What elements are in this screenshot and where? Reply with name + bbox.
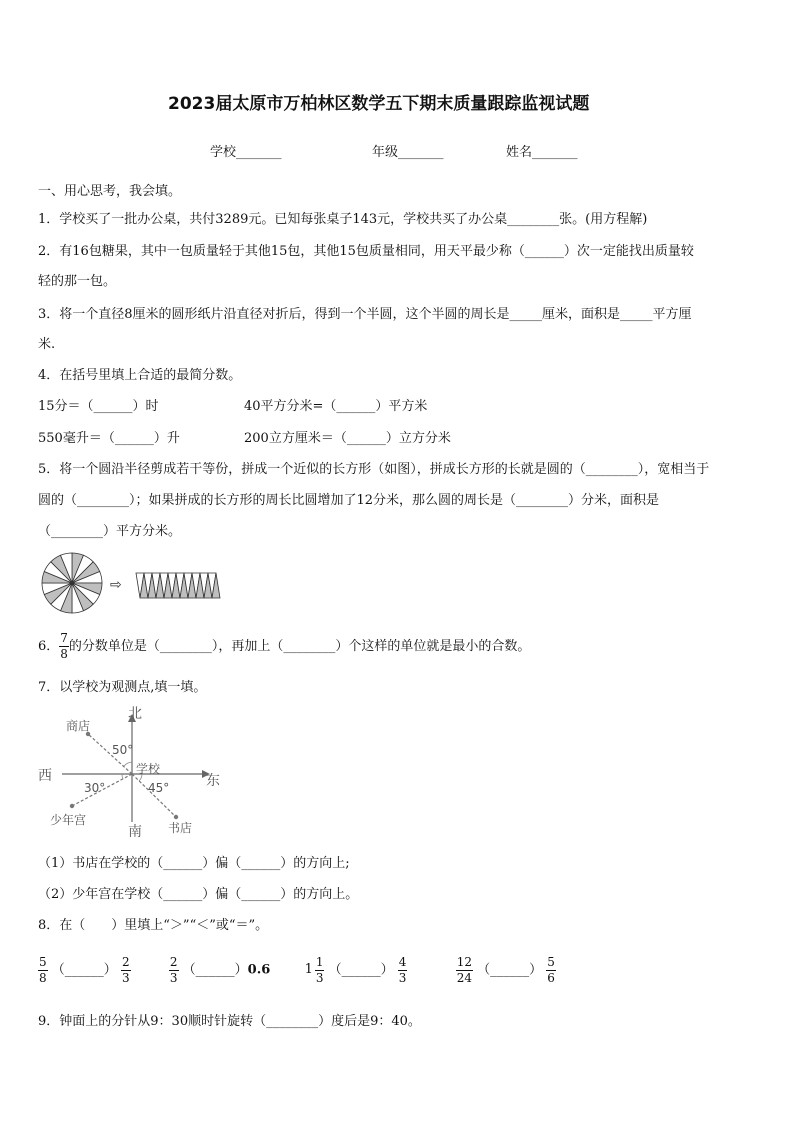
school-label: 学校: [136, 762, 161, 776]
fraction-b: $\frac{2}{3}$: [121, 954, 130, 985]
question-5-line-2: 圆的（________）；如果拼成的长方形的周长比圆增加了12分米，那么圆的周长是（________）分米，面积是: [38, 493, 660, 508]
question-7: 7．以学校为观测点,填一填。: [38, 680, 207, 695]
north-label: 北: [128, 706, 142, 722]
section-heading: 一、用心思考，我会填。: [38, 184, 182, 199]
q4-item-1: 15分＝（______）时: [38, 399, 159, 414]
question-1: 1．学校买了一批办公桌，共付3289元。已知每张桌子143元，学校共买了办公桌________张。(用方程解): [38, 212, 648, 227]
q4-item-3: 550毫升＝（______）升: [38, 431, 180, 446]
q7-sub-2: （2）少年宫在学校（______）偏（______）的方向上。: [38, 887, 359, 902]
school-field: 学校_______: [210, 145, 282, 160]
fraction-a: $\frac{5}{8}$: [39, 954, 47, 985]
question-8: 8．在（ ）里填上“＞”“＜”或“＝”。: [38, 918, 269, 933]
decimal-d: 0.6: [247, 962, 271, 978]
approx-rectangle: [136, 573, 220, 598]
q7-sub-1: （1）书店在学校的（______）偏（______）的方向上;: [38, 856, 350, 871]
arrow-icon: ⇨: [110, 577, 122, 593]
south-label: 南: [128, 824, 142, 840]
question-4: 4．在括号里填上合适的最简分数。: [38, 368, 242, 383]
bookstore-label: 书店: [168, 821, 193, 835]
divided-circle: [42, 553, 102, 613]
youth-palace-label: 少年宫: [50, 813, 87, 827]
angle-50-label: 50°: [112, 743, 134, 757]
question-2-line-1: 2．有16包糖果，其中一包质量轻于其他15包，其他15包质量相同，用天平最少称（______）次一定能找出质量较: [38, 244, 694, 259]
mixed-whole: 1: [304, 962, 313, 977]
fraction-h: $\frac{5}{6}$: [547, 954, 555, 985]
question-2-line-2: 轻的那一包。: [38, 274, 117, 289]
q6-text: 的分数单位是（________），再加上（________）个这样的单位就是最小的合数。: [68, 639, 531, 654]
fraction-c: $\frac{2}{3}$: [169, 954, 178, 985]
compare-blank-3: （______）: [328, 962, 394, 978]
question-5-line-1: 5．将一个圆沿半径剪成若干等份，拼成一个近似的长方形（如图），拼成长方形的长就是圆的（________），宽相当于: [38, 462, 710, 477]
grade-field: 年级_______: [372, 145, 444, 160]
compare-blank-1: （______）: [51, 962, 117, 978]
compare-blank-4: （______）: [477, 962, 543, 978]
bookstore-point: [174, 815, 178, 819]
fraction-7-8: $\frac{7}{8}$: [60, 631, 68, 661]
compare-blank-2: （______）: [182, 962, 248, 978]
fraction-g: $\frac{12}{24}$: [456, 954, 472, 985]
q8-comparisons: [38, 950, 556, 991]
angle-45-label: 45°: [148, 781, 170, 795]
angle-30-label: 30°: [84, 781, 106, 795]
youth-palace-point: [70, 804, 74, 808]
circle-to-rectangle-figure: [38, 550, 228, 616]
fraction-f: $\frac{4}{3}$: [398, 954, 407, 985]
question-3-line-1: 3．将一个直径8厘米的圆形纸片沿直径对折后，得到一个半圆，这个半圆的周长是_____厘米，面积是_____平方厘: [38, 307, 692, 322]
q4-item-4: 200立方厘米＝（______）立方分米: [244, 431, 451, 446]
q6-number: 6．: [38, 639, 60, 654]
shop-label: 商店: [66, 719, 91, 733]
fraction-e: $\frac{1}{3}$: [315, 954, 324, 985]
question-9: 9．钟面上的分针从9：30顺时针旋转（________）度后是9：40。: [38, 1014, 421, 1029]
west-label: 西: [38, 768, 52, 784]
east-label: 东: [206, 773, 220, 789]
page-title: 2023届太原市万柏林区数学五下期末质量跟踪监视试题: [168, 94, 590, 114]
direction-diagram: [36, 702, 236, 842]
question-5-line-3: （________）平方分米。: [38, 524, 182, 539]
q4-item-2: 40平方分米=（______）平方米: [244, 399, 428, 414]
name-field: 姓名_______: [506, 145, 578, 160]
question-3-line-2: 米.: [38, 337, 56, 352]
question-6: [38, 628, 530, 666]
